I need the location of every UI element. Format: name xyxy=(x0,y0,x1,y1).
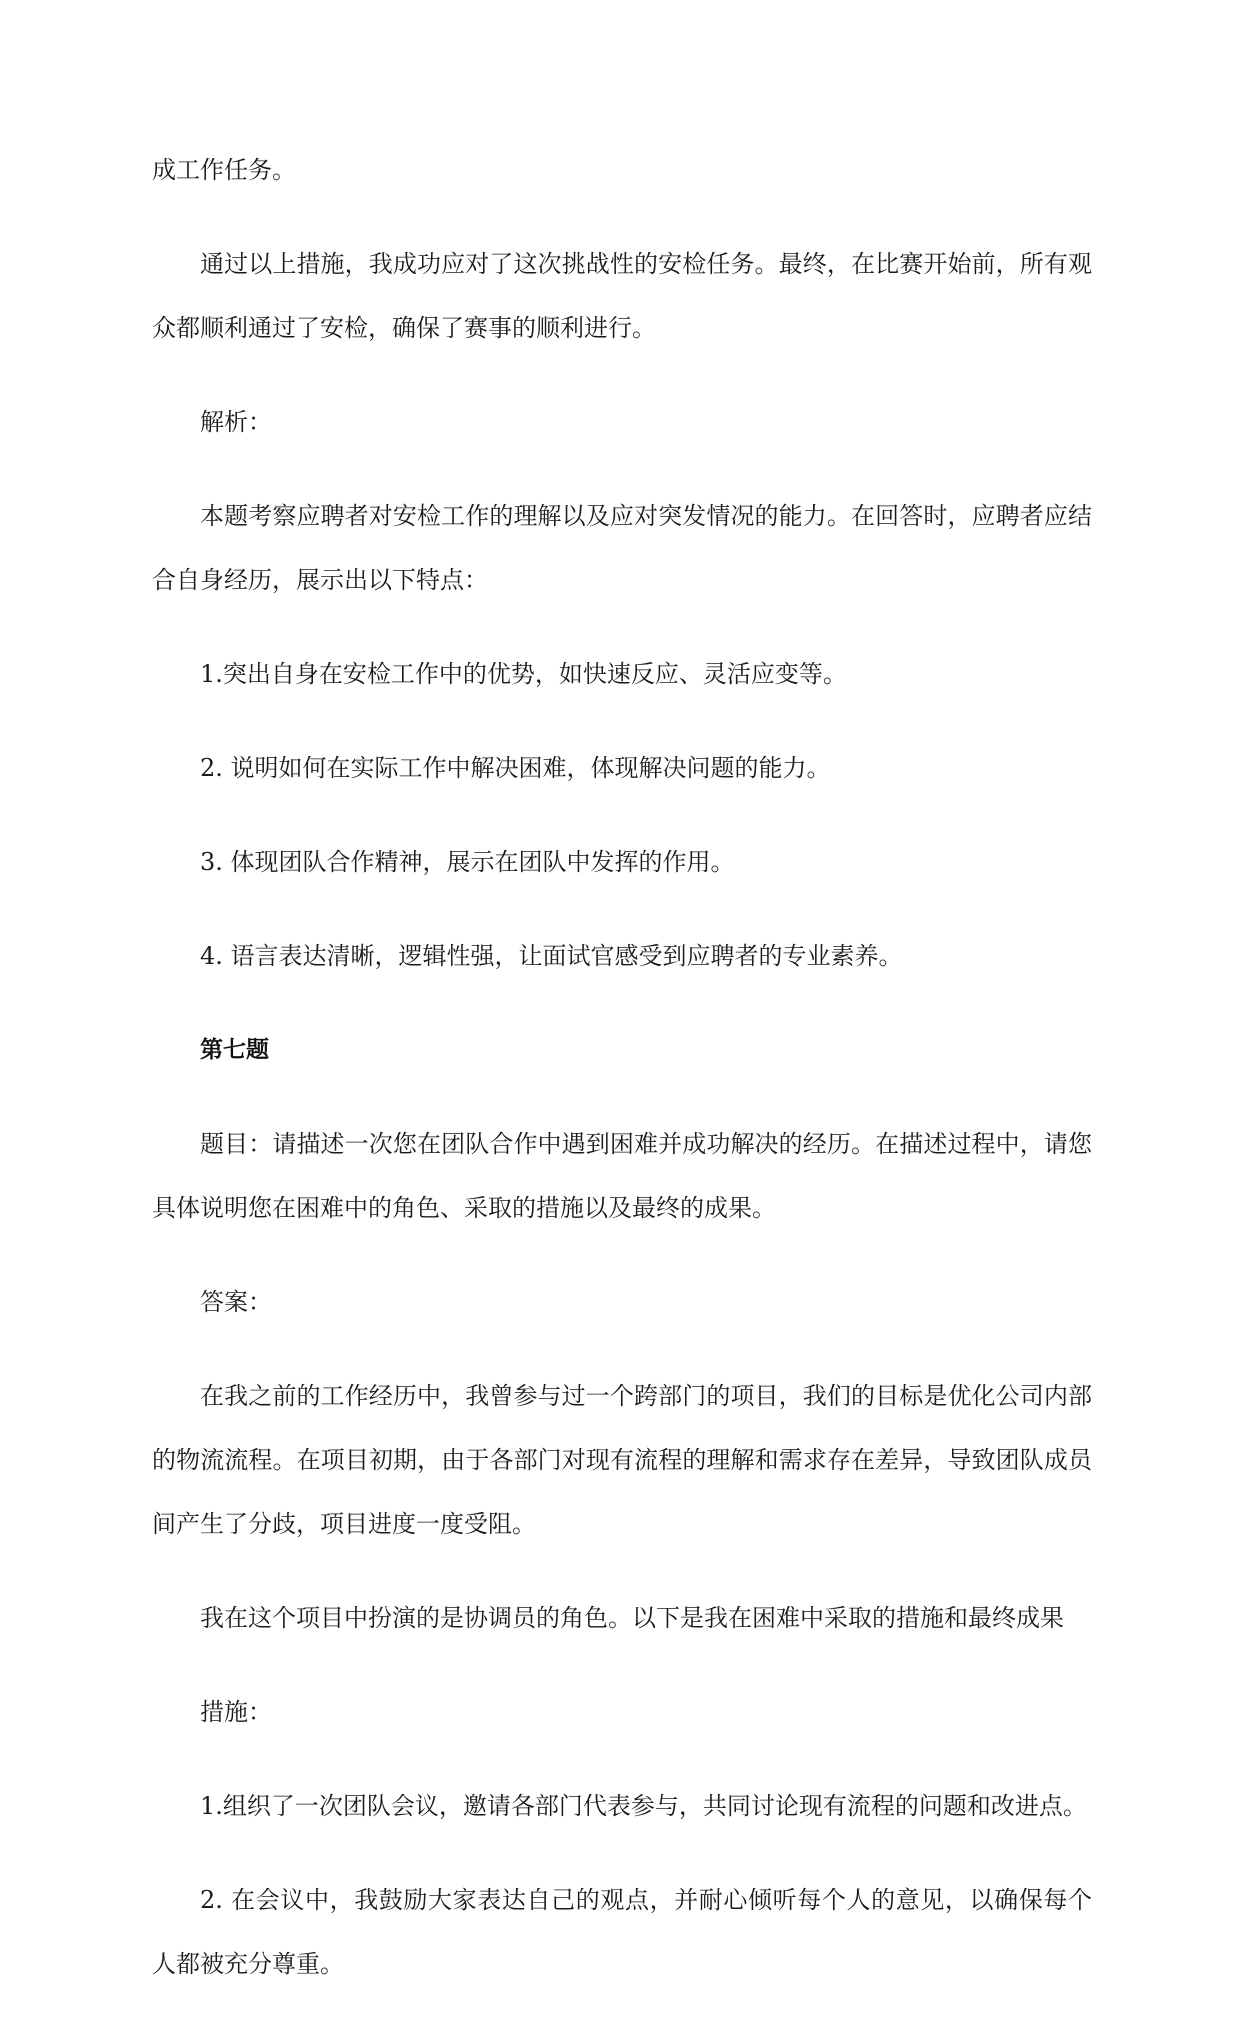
question-paragraph: 题目：请描述一次您在团队合作中遇到困难并成功解决的经历。在描述过程中，请您具体说明您在困难中的角色、采取的措施以及最终的成果。 xyxy=(152,1130,1092,1222)
paragraph-12: 在我之前的工作经历中，我曾参与过一个跨部门的项目，我们的目标是优化公司内部的物流流程。在项目初期，由于各部门对现有流程的理解和需求存在差异，导致团队成员间产生了分歧，项目进度一度受阻。 xyxy=(152,1382,1092,1538)
analysis-label: 解析： xyxy=(200,408,272,436)
list-item-1: 1.突出自身在安检工作中的优势，如快速反应、灵活应变等。 xyxy=(200,660,847,688)
paragraph-4: 本题考察应聘者对安检工作的理解以及应对突发情况的能力。在回答时，应聘者应结合自身经历，展示出以下特点： xyxy=(152,502,1092,594)
section-heading: 第七题 xyxy=(200,1037,269,1063)
measures-label: 措施： xyxy=(200,1698,272,1726)
list-item-2: 2. 说明如何在实际工作中解决困难，体现解决问题的能力。 xyxy=(200,754,831,782)
answer-label: 答案： xyxy=(200,1288,272,1316)
measure-item-2: 2. 在会议中，我鼓励大家表达自己的观点，并耐心倾听每个人的意见，以确保每个人都被充分尊重。 xyxy=(152,1886,1092,1978)
document-body xyxy=(152,138,1092,2026)
paragraph-2: 通过以上措施，我成功应对了这次挑战性的安检任务。最终，在比赛开始前，所有观众都顺利通过了安检，确保了赛事的顺利进行。 xyxy=(152,250,1092,342)
measure-item-1: 1.组织了一次团队会议，邀请各部门代表参与，共同讨论现有流程的问题和改进点。 xyxy=(200,1792,1087,1820)
paragraph-1: 成工作任务。 xyxy=(152,156,296,184)
list-item-4: 4. 语言表达清晰，逻辑性强，让面试官感受到应聘者的专业素养。 xyxy=(200,942,903,970)
list-item-3: 3. 体现团队合作精神，展示在团队中发挥的作用。 xyxy=(200,848,735,876)
paragraph-13: 我在这个项目中扮演的是协调员的角色。以下是我在困难中采取的措施和最终成果 xyxy=(200,1604,1064,1632)
